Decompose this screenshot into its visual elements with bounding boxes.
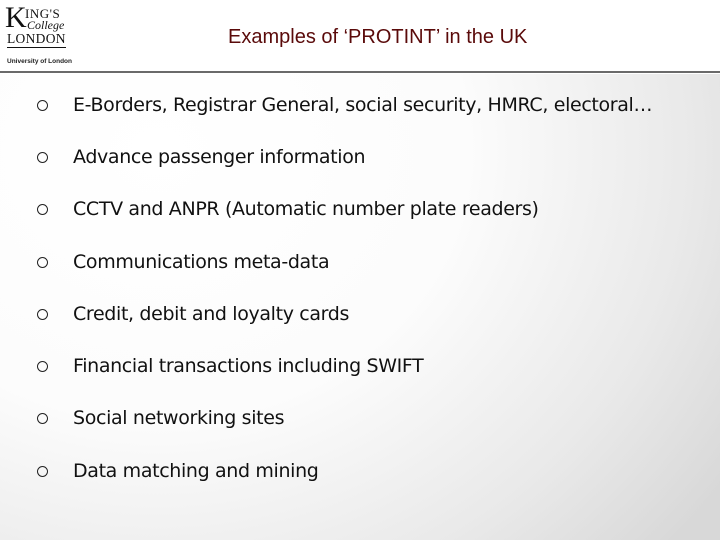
bullet-circle-icon — [37, 361, 48, 372]
bullet-circle-icon — [37, 152, 48, 163]
bullet-circle-icon — [37, 413, 48, 424]
bullet-circle-icon — [37, 100, 48, 111]
bullet-item — [32, 199, 702, 229]
bullet-text: E-Borders, Registrar General, social security, HMRC, electoral… — [73, 94, 653, 116]
logo-letter-k: K — [5, 1, 27, 34]
bullet-text: Financial transactions including SWIFT — [73, 355, 424, 377]
bullet-item — [32, 95, 702, 125]
slide-title: Examples of ‘PROTINT’ in the UK — [228, 26, 528, 48]
bullet-circle-icon — [37, 257, 48, 268]
bullet-text: Communications meta-data — [73, 251, 330, 273]
logo-university-of-london: University of London — [7, 58, 72, 65]
bullet-item — [32, 304, 702, 334]
bullet-item — [32, 461, 702, 491]
bullet-circle-icon — [37, 466, 48, 477]
bullet-item — [32, 147, 702, 177]
bullet-text: CCTV and ANPR (Automatic number plate readers) — [73, 198, 539, 220]
logo-college: College — [27, 18, 65, 32]
bullet-text: Credit, debit and loyalty cards — [73, 303, 350, 325]
bullet-text: Advance passenger information — [73, 146, 366, 168]
logo-ings: ING'S — [25, 6, 61, 21]
bullet-item — [32, 252, 702, 282]
bullet-text: Data matching and mining — [73, 460, 319, 482]
bullet-text: Social networking sites — [73, 407, 285, 429]
bullet-circle-icon — [37, 309, 48, 320]
logo-london: LONDON — [7, 31, 66, 46]
bullet-item — [32, 356, 702, 386]
bullet-item — [32, 408, 702, 438]
bullet-circle-icon — [37, 204, 48, 215]
